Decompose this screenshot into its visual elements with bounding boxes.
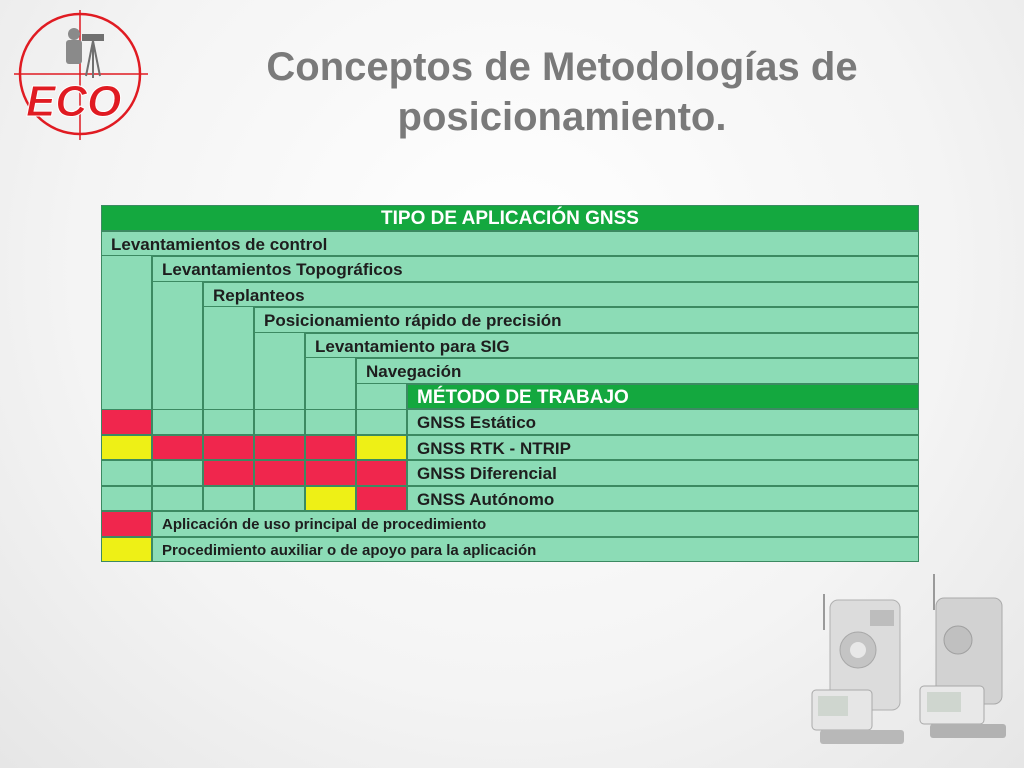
mark-cell-r2-c3 — [203, 435, 254, 461]
application-label-5: Levantamiento para SIG — [305, 333, 919, 359]
mark-cell-r4-c1 — [101, 486, 152, 512]
method-label-1: GNSS Estático — [407, 409, 919, 435]
mark-cell-r2-c1 — [101, 435, 152, 461]
surveyor-with-tripod-icon — [66, 28, 104, 78]
legend-label-principal: Aplicación de uso principal de procedimiento — [152, 511, 919, 537]
method-label-4: GNSS Autónomo — [407, 486, 919, 512]
mark-cell-r3-c2 — [152, 460, 203, 486]
mark-cell-r2-c5 — [305, 435, 356, 461]
method-header: MÉTODO DE TRABAJO — [407, 384, 919, 410]
mark-cell-r3-c1 — [101, 460, 152, 486]
page-title — [170, 42, 954, 142]
logo-text: ECO — [26, 77, 122, 126]
legend-swatch-principal — [101, 511, 152, 537]
application-label-6: Navegación — [356, 358, 919, 384]
mark-cell-r4-c2 — [152, 486, 203, 512]
mark-cell-r1-c2 — [152, 409, 203, 435]
mark-cell-r4-c3 — [203, 486, 254, 512]
method-label-2: GNSS RTK - NTRIP — [407, 435, 919, 461]
legend-swatch-auxiliar — [101, 537, 152, 563]
mark-cell-r3-c5 — [305, 460, 356, 486]
mark-cell-r2-c2 — [152, 435, 203, 461]
legend-label-auxiliar: Procedimiento auxiliar o de apoyo para la aplicación — [152, 537, 919, 563]
mark-cell-r3-c3 — [203, 460, 254, 486]
eco-logo — [8, 6, 158, 146]
gnss-application-matrix — [101, 205, 919, 566]
total-station-instruments-image — [800, 570, 1020, 760]
total-station-icon-back — [920, 574, 1006, 738]
mark-cell-r1-c1 — [101, 409, 152, 435]
application-label-3: Replanteos — [203, 282, 919, 308]
application-label-1: Levantamientos de control — [101, 231, 919, 257]
mark-cell-r4-c6 — [356, 486, 407, 512]
mark-cell-r2-c6 — [356, 435, 407, 461]
mark-cell-r1-c5 — [305, 409, 356, 435]
mark-cell-r1-c4 — [254, 409, 305, 435]
mark-cell-r2-c4 — [254, 435, 305, 461]
mark-cell-r4-c5 — [305, 486, 356, 512]
matrix-header: TIPO DE APLICACIÓN GNSS — [101, 205, 919, 231]
title-line-1: Conceptos de Metodologías de — [266, 45, 858, 89]
mark-cell-r3-c6 — [356, 460, 407, 486]
mark-cell-r1-c3 — [203, 409, 254, 435]
application-label-2: Levantamientos Topográficos — [152, 256, 919, 282]
mark-cell-r1-c6 — [356, 409, 407, 435]
method-label-3: GNSS Diferencial — [407, 460, 919, 486]
mark-cell-r4-c4 — [254, 486, 305, 512]
application-label-4: Posicionamiento rápido de precisión — [254, 307, 919, 333]
mark-cell-r3-c4 — [254, 460, 305, 486]
title-line-2: posicionamiento. — [397, 95, 727, 139]
total-station-icon-front — [812, 594, 904, 744]
